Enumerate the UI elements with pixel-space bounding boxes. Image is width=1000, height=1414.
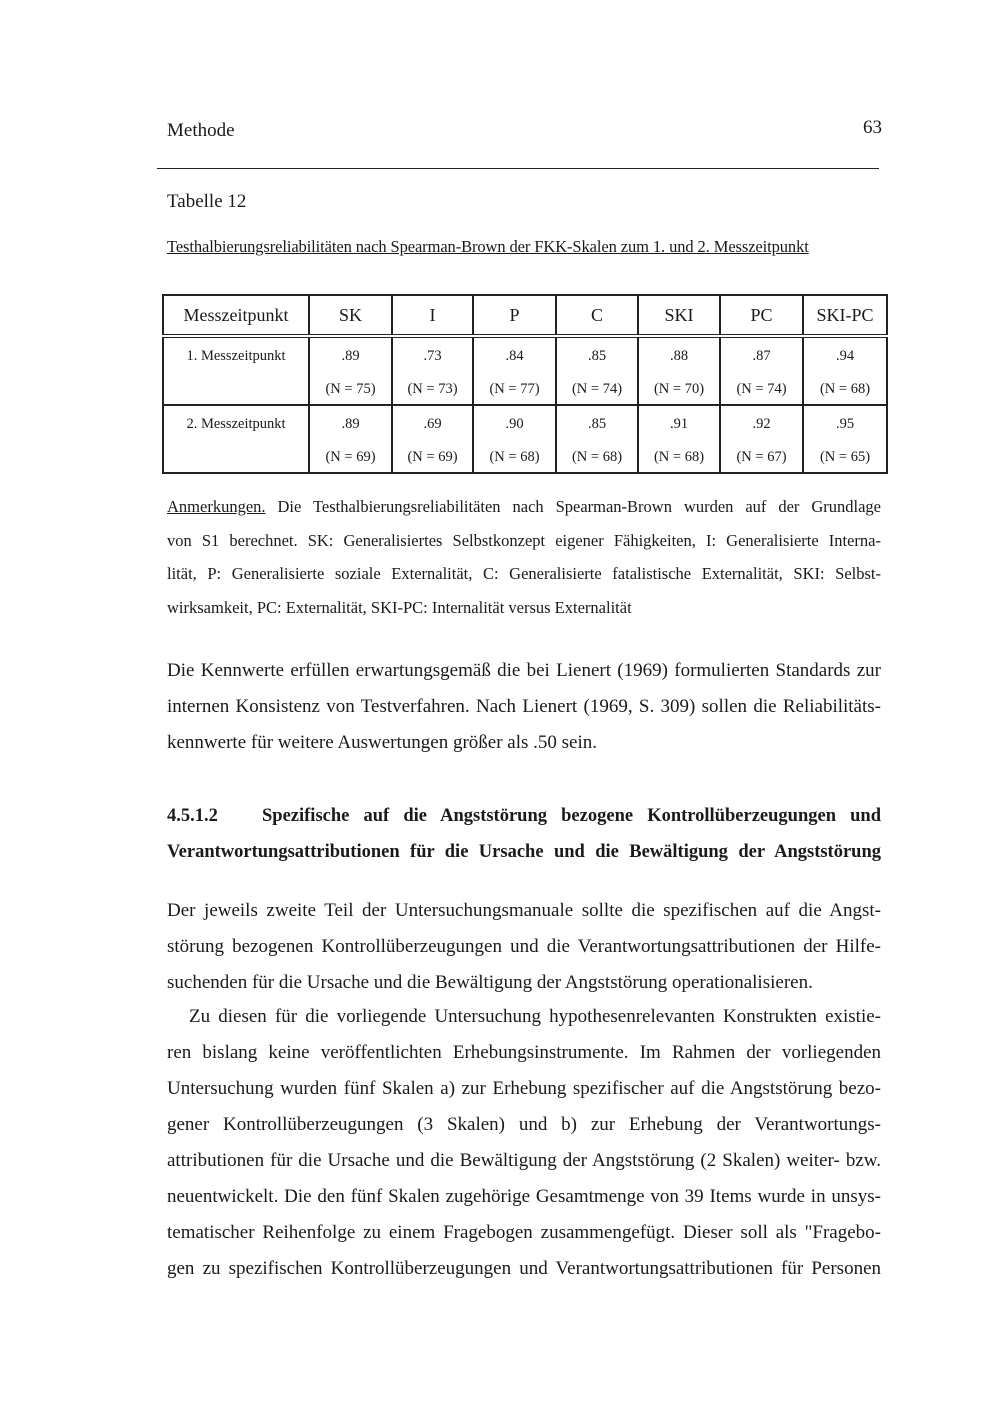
sample-size: (N = 77) xyxy=(489,381,540,397)
sample-size: (N = 70) xyxy=(653,381,705,397)
text-line: Zu diesen für die vorliegende Untersuchung hypothesenrelevanten Konstrukten existie- xyxy=(189,1006,881,1027)
sample-size: (N = 74) xyxy=(736,381,787,397)
section-title: Spezifische auf die Angststörung bezogene Kontrollüberzeugungen und xyxy=(262,806,881,826)
sample-size: (N = 68) xyxy=(489,449,540,465)
reliability-value: .69 xyxy=(423,416,442,432)
text-line: ren bislang keine veröffentlichten Erhebungsinstrumente. Im Rahmen der vorliegenden xyxy=(167,1042,881,1063)
running-header-section: Methode xyxy=(167,120,235,141)
reliability-table xyxy=(162,294,888,474)
sample-size: (N = 75) xyxy=(325,381,376,397)
paragraph-instruments xyxy=(167,999,881,1287)
sample-size: (N = 69) xyxy=(325,449,376,465)
notes-text: wirksamkeit, PC: Externalität, SKI-PC: Internalität versus Externalität xyxy=(167,597,632,617)
header-rule xyxy=(157,168,879,169)
notes-text: von S1 berechnet. SK: Generalisiertes Selbstkonzept eigener Fähigkeiten, I: Generalisierte Interna- xyxy=(167,530,881,550)
reliability-value: .89 xyxy=(341,416,360,432)
section-title: Verantwortungsattributionen für die Ursache und die Bewältigung der Angststörung xyxy=(167,842,881,862)
text-line: Die Kennwerte erfüllen erwartungsgemäß die bei Lienert (1969) formulierten Standards zur xyxy=(167,660,881,681)
reliability-value: .89 xyxy=(341,348,360,364)
text-line: neuentwickelt. Die den fünf Skalen zugehörige Gesamtmenge von 39 Items wurde in unsys- xyxy=(167,1186,881,1207)
text-line: Der jeweils zweite Teil der Untersuchungsmanuale sollte die spezifischen auf die Angst- xyxy=(167,900,881,921)
text-line: gener Kontrollüberzeugungen (3 Skalen) und b) zur Erhebung der Verantwortungs- xyxy=(167,1114,881,1135)
notes-text: lität, P: Generalisierte soziale Externalität, C: Generalisierte fatalistische Externalität, SKI: Selbst- xyxy=(167,564,881,583)
reliability-value: .92 xyxy=(752,416,771,432)
column-header: SKI-PC xyxy=(803,295,887,336)
text-line: Untersuchung wurden fünf Skalen a) zur Erhebung spezifischer auf die Angststörung bezo- xyxy=(167,1078,881,1099)
reliability-value: .90 xyxy=(505,416,524,432)
row-label: 1. Messzeitpunkt xyxy=(186,348,286,364)
notes-label: Anmerkungen. xyxy=(167,497,266,516)
text-line: suchenden für die Ursache und die Bewältigung der Angststörung operationalisieren. xyxy=(167,972,813,993)
table-row xyxy=(163,336,887,405)
sample-size: (N = 68) xyxy=(653,449,705,465)
reliability-value: .88 xyxy=(669,348,689,364)
text-line: gen zu spezifischen Kontrollüberzeugungen und Verantwortungsattributionen für Personen xyxy=(167,1258,881,1279)
section-number: 4.5.1.2 xyxy=(167,806,218,826)
paragraph-intro xyxy=(167,893,881,1001)
sample-size: (N = 68) xyxy=(571,449,623,465)
row-label: 2. Messzeitpunkt xyxy=(186,416,286,432)
reliability-value: .85 xyxy=(587,416,607,432)
column-header: Messzeitpunkt xyxy=(163,295,309,336)
table-caption: Testhalbierungsreliabilitäten nach Spearman-Brown der FKK-Skalen zum 1. und 2. Messzeitpunkt xyxy=(167,237,809,256)
reliability-value: .73 xyxy=(423,348,442,364)
reliability-value: .85 xyxy=(587,348,607,364)
reliability-value: .91 xyxy=(669,416,689,432)
text-line: tematischer Reihenfolge zu einem Fragebogen zusammengefügt. Dieser soll als "Fragebo- xyxy=(167,1222,881,1243)
sample-size: (N = 69) xyxy=(407,449,458,465)
column-header: I xyxy=(392,295,473,336)
reliability-value: .84 xyxy=(505,348,524,364)
sample-size: (N = 67) xyxy=(736,449,787,465)
text-line: störung bezogenen Kontrollüberzeugungen und die Verantwortungsattributionen der Hilfe- xyxy=(167,936,881,957)
reliability-value: .94 xyxy=(835,348,855,364)
column-header: C xyxy=(556,295,638,336)
column-header: PC xyxy=(720,295,803,336)
reliability-value: .95 xyxy=(835,416,855,432)
text-line: kennwerte für weitere Auswertungen größer als .50 sein. xyxy=(167,732,597,753)
table-header-row xyxy=(163,295,887,336)
reliability-value: .87 xyxy=(752,348,771,364)
section-heading xyxy=(167,798,881,870)
text-line: attributionen für die Ursache und die Bewältigung der Angststörung (2 Skalen) weiter- bzw. xyxy=(167,1150,881,1171)
paragraph-reliability-standards xyxy=(167,653,881,761)
sample-size: (N = 68) xyxy=(819,381,871,397)
sample-size: (N = 65) xyxy=(819,449,871,465)
notes-text: Die Testhalbierungsreliabilitäten nach Spearman-Brown wurden auf der Grundlage xyxy=(265,497,881,516)
page-number: 63 xyxy=(863,117,882,138)
sample-size: (N = 74) xyxy=(571,381,623,397)
table-notes xyxy=(167,490,881,624)
column-header: SKI xyxy=(638,295,720,336)
table-row xyxy=(163,405,887,473)
sample-size: (N = 73) xyxy=(407,381,458,397)
text-line: internen Konsistenz von Testverfahren. Nach Lienert (1969, S. 309) sollen die Reliabilitäts- xyxy=(167,696,881,717)
table-label: Tabelle 12 xyxy=(167,191,247,212)
column-header: SK xyxy=(309,295,392,336)
column-header: P xyxy=(473,295,556,336)
